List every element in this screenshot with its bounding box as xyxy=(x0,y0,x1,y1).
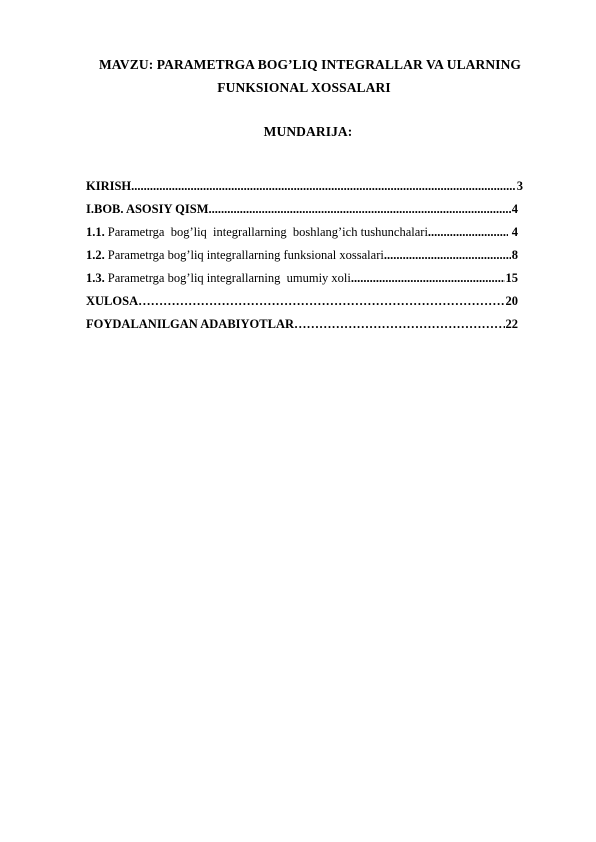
toc-entry-label: XULOSA xyxy=(86,294,139,308)
toc-entry-label: KIRISH xyxy=(86,179,132,193)
toc-entry-label: Parametrga bog’liq integrallarning umumiy xoli xyxy=(107,271,351,285)
toc-entry-kirish xyxy=(86,175,523,198)
toc-entry-asosiy-qism xyxy=(86,198,518,221)
document-title-line-1: MAVZU: PARAMETRGA BOG’LIQ INTEGRALLAR VA ULARNING xyxy=(98,57,522,72)
toc-entry-xulosa xyxy=(86,290,518,313)
toc-entry-label: Parametrga bog’liq integrallarning funksional xossalari xyxy=(107,248,384,262)
toc-entry-number: 1.3. xyxy=(86,271,105,285)
toc-entry-label: I.BOB. ASOSIY QISM xyxy=(86,202,209,216)
toc-entry-1-2 xyxy=(86,244,518,267)
toc-entry-page: 4 xyxy=(508,225,518,239)
toc-entry-page: 4 xyxy=(511,202,518,216)
toc-leader-dots xyxy=(138,290,504,313)
toc-leader-dots xyxy=(384,244,511,267)
toc-leader-dots xyxy=(131,175,516,198)
toc-entry-page: 8 xyxy=(511,248,518,262)
toc-leader-dots xyxy=(428,221,508,244)
toc-leader-dots xyxy=(351,267,505,290)
toc-entry-page: 20 xyxy=(505,294,518,308)
toc-entry-label: FOYDALANILGAN ADABIYOTLAR xyxy=(86,317,295,331)
contents-heading: MUNDARIJA: xyxy=(263,124,353,139)
toc-entry-1-3 xyxy=(86,267,518,290)
document-title-line-2: FUNKSIONAL XOSSALARI xyxy=(217,80,391,95)
toc-entry-number: 1.1. xyxy=(86,225,105,239)
toc-entry-label: Parametrga bog’liq integrallarning boshlang’ich tushunchalari xyxy=(107,225,428,239)
toc-entry-number: 1.2. xyxy=(86,248,105,262)
table-of-contents xyxy=(86,175,526,336)
toc-entry-page: 15 xyxy=(505,271,518,285)
toc-entry-page: 3 xyxy=(516,179,523,193)
toc-leader-dots xyxy=(294,313,504,336)
toc-entry-1-1 xyxy=(86,221,518,244)
toc-entry-adabiyotlar xyxy=(86,313,518,336)
toc-leader-dots xyxy=(209,198,511,221)
toc-entry-page: 22 xyxy=(505,317,518,331)
